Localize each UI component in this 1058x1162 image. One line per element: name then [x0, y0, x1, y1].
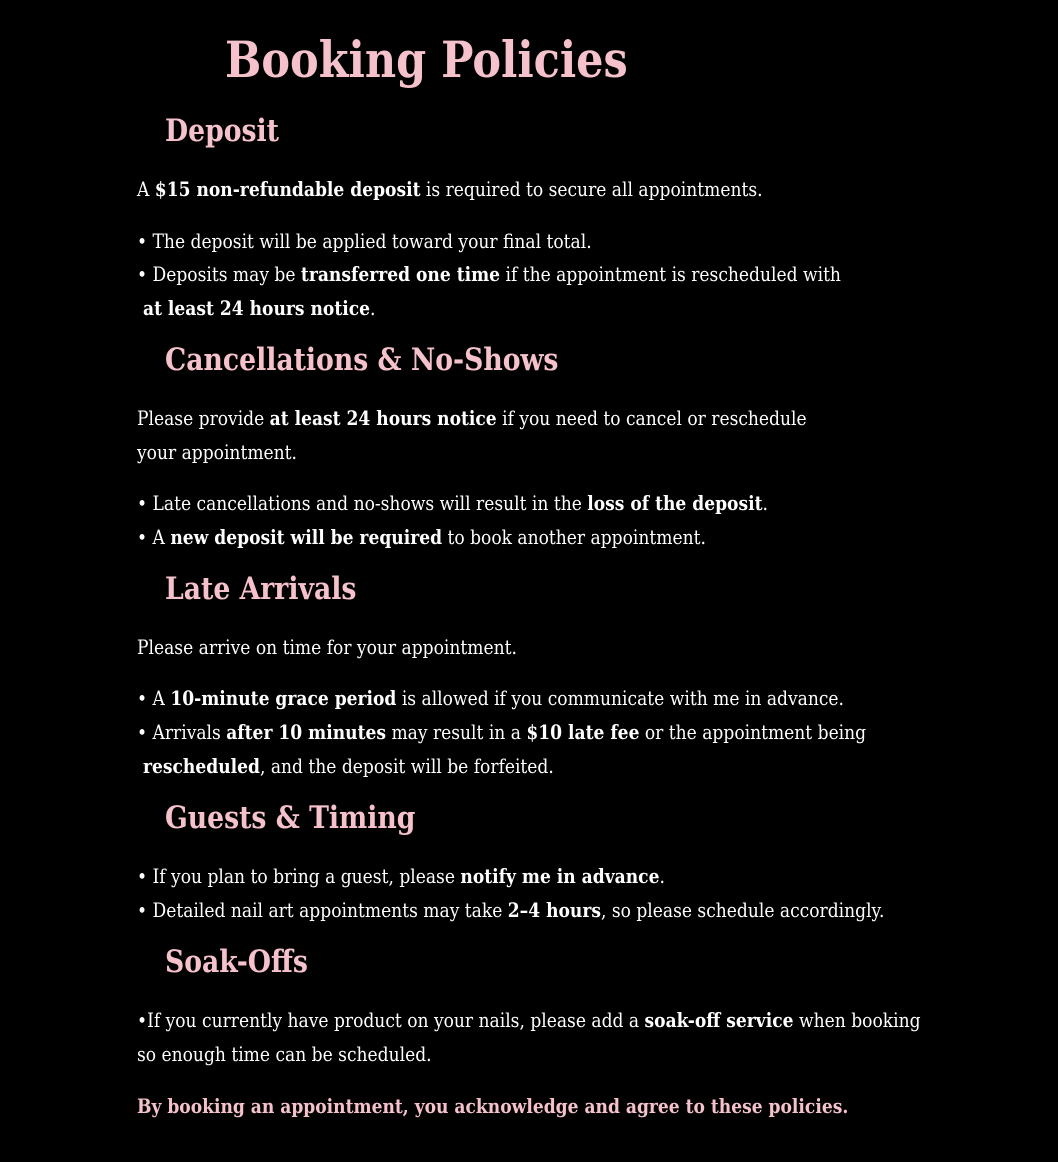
text: if the appointment is rescheduled with: [500, 262, 841, 286]
guests-bullet-2: [137, 898, 884, 922]
section-heading-deposit: Deposit: [165, 113, 279, 149]
text: .: [370, 296, 376, 320]
text: when booking: [793, 1008, 921, 1032]
bold-text: at least 24 hours notice: [143, 296, 371, 320]
late-arrivals-bullet-2-continued: [143, 754, 554, 778]
text: • A: [137, 686, 171, 710]
text: .: [762, 491, 768, 515]
text: is required to secure all appointments.: [420, 177, 763, 201]
bold-text: 2–4 hours: [507, 898, 601, 922]
text: or the appointment being: [639, 720, 867, 744]
soak-offs-bullet-1: [137, 1008, 921, 1032]
bold-text: at least 24 hours notice: [269, 406, 497, 430]
deposit-bullet-2: [137, 262, 841, 286]
bold-text: after 10 minutes: [226, 720, 387, 744]
policy-agreement-footer: By booking an appointment, you acknowledge and agree to these policies.: [137, 1094, 849, 1118]
deposit-bullet-2-continued: [143, 296, 375, 320]
text: may result in a: [386, 720, 527, 744]
bold-text: new deposit will be required: [170, 525, 443, 549]
text: •If you currently have product on your nails, please add a: [137, 1008, 645, 1032]
bold-text: soak-off service: [644, 1008, 794, 1032]
text: A: [137, 177, 155, 201]
cancellations-intro-continued: [137, 440, 297, 464]
section-heading-late-arrivals: Late Arrivals: [165, 571, 357, 607]
bold-text: $15 non-refundable deposit: [154, 177, 421, 201]
text: • The deposit will be applied toward your final total.: [137, 229, 592, 253]
bold-text: notify me in advance: [460, 864, 660, 888]
section-heading-guests: Guests & Timing: [165, 800, 416, 836]
text: .: [659, 864, 665, 888]
text: • Arrivals: [137, 720, 227, 744]
cancellations-bullet-1: [137, 491, 768, 515]
text: is allowed if you communicate with me in advance.: [396, 686, 844, 710]
text: Please provide: [137, 406, 270, 430]
text: • A: [137, 525, 171, 549]
bold-text: 10-minute grace period: [170, 686, 397, 710]
page-title: Booking Policies: [225, 30, 628, 89]
text: • Deposits may be: [137, 262, 301, 286]
text: your appointment.: [137, 440, 297, 464]
cancellations-bullet-2: [137, 525, 706, 549]
bold-text: $10 late fee: [526, 720, 640, 744]
text: , so please schedule accordingly.: [600, 898, 885, 922]
late-arrivals-bullet-2: [137, 720, 866, 744]
text: • Detailed nail art appointments may take: [137, 898, 508, 922]
text: if you need to cancel or reschedule: [496, 406, 807, 430]
bold-text: loss of the deposit: [587, 491, 763, 515]
bold-text: transferred one time: [300, 262, 501, 286]
soak-offs-bullet-1-continued: [137, 1042, 432, 1066]
late-arrivals-bullet-1: [137, 686, 844, 710]
text: Please arrive on time for your appointment.: [137, 635, 517, 659]
section-heading-soak-offs: Soak-Offs: [165, 944, 308, 980]
deposit-bullet-1: [137, 229, 592, 253]
late-arrivals-intro: [137, 635, 517, 659]
text: so enough time can be scheduled.: [137, 1042, 432, 1066]
text: • If you plan to bring a guest, please: [137, 864, 461, 888]
section-heading-cancellations: Cancellations & No-Shows: [165, 342, 559, 378]
guests-bullet-1: [137, 864, 665, 888]
cancellations-intro: [137, 406, 807, 430]
bold-text: rescheduled: [143, 754, 260, 778]
text: • Late cancellations and no-shows will result in the: [137, 491, 588, 515]
text: , and the deposit will be forfeited.: [259, 754, 554, 778]
text: to book another appointment.: [442, 525, 706, 549]
deposit-intro: [137, 177, 763, 201]
